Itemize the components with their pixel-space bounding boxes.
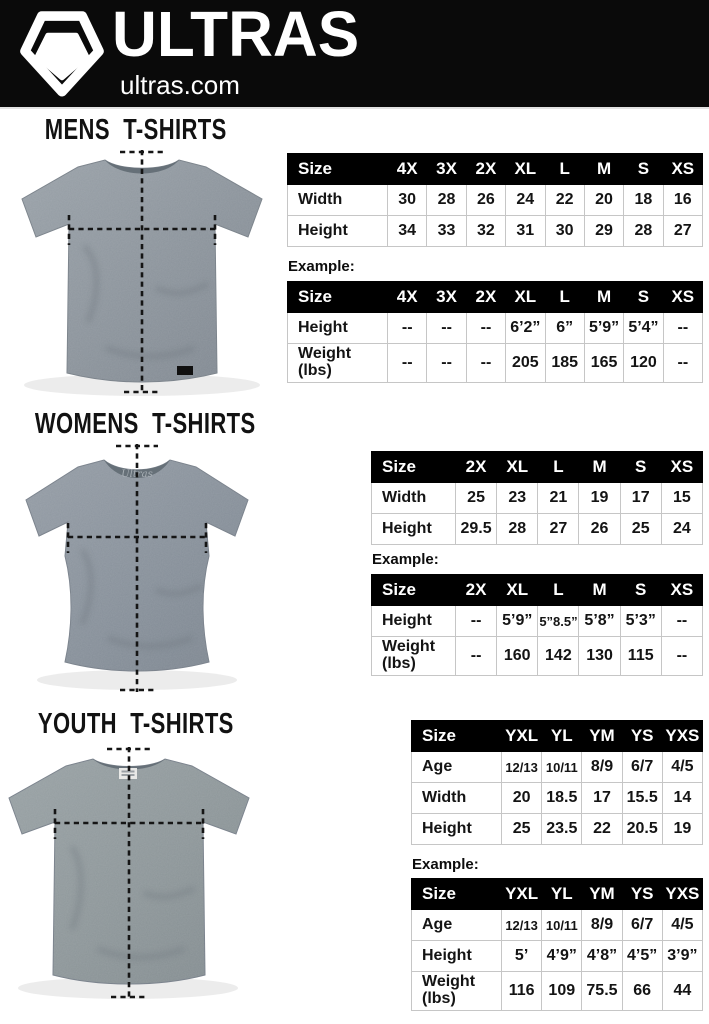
value-cell: 26 bbox=[466, 185, 505, 216]
column-header: 4X bbox=[388, 282, 427, 313]
womens-section-title: WOMENS T-SHIRTS bbox=[34, 408, 256, 440]
size-chart-table bbox=[371, 451, 703, 545]
value-cell: 12/13 bbox=[502, 910, 542, 941]
row-label: Weight (lbs) bbox=[412, 972, 502, 1011]
row-label: Weight (lbs) bbox=[372, 637, 456, 676]
value-cell: 4’5” bbox=[622, 941, 662, 972]
womens-tshirt-image bbox=[16, 440, 258, 702]
column-header: L bbox=[538, 452, 579, 483]
value-cell: -- bbox=[466, 313, 505, 344]
value-cell: 165 bbox=[584, 344, 623, 383]
value-cell: 6/7 bbox=[622, 910, 662, 941]
value-cell: 34 bbox=[388, 216, 427, 247]
value-cell: 26 bbox=[579, 514, 620, 545]
size-chart-table bbox=[411, 878, 703, 1011]
value-cell: 5’3” bbox=[620, 606, 661, 637]
value-cell: 116 bbox=[502, 972, 542, 1011]
mens-size-table bbox=[287, 153, 703, 247]
value-cell: 19 bbox=[579, 483, 620, 514]
column-header: XS bbox=[663, 282, 702, 313]
value-cell: 5’9” bbox=[497, 606, 538, 637]
value-cell: 15.5 bbox=[622, 783, 662, 814]
womens-size-table bbox=[371, 451, 703, 545]
column-header: Size bbox=[372, 452, 456, 483]
column-header: Size bbox=[412, 879, 502, 910]
column-header: YM bbox=[582, 721, 622, 752]
column-header: YL bbox=[542, 879, 582, 910]
site-url: ultras.com bbox=[120, 70, 240, 100]
value-cell: 30 bbox=[388, 185, 427, 216]
value-cell: 15 bbox=[661, 483, 702, 514]
mens-example-label: Example: bbox=[288, 258, 355, 275]
value-cell: 20.5 bbox=[622, 814, 662, 845]
womens-example-table bbox=[371, 574, 703, 676]
womens-example-label: Example: bbox=[372, 551, 439, 568]
value-cell: 32 bbox=[466, 216, 505, 247]
column-header: Size bbox=[288, 154, 388, 185]
row-label: Height bbox=[412, 814, 502, 845]
value-cell: -- bbox=[388, 344, 427, 383]
value-cell: 160 bbox=[497, 637, 538, 676]
column-header: Size bbox=[372, 575, 456, 606]
value-cell: 18.5 bbox=[542, 783, 582, 814]
value-cell: 4/5 bbox=[662, 752, 702, 783]
column-header: 2X bbox=[456, 575, 497, 606]
row-label: Height bbox=[372, 606, 456, 637]
row-label: Height bbox=[288, 313, 388, 344]
youth-tshirt-image bbox=[2, 743, 254, 1009]
column-header: 2X bbox=[466, 282, 505, 313]
value-cell: 142 bbox=[538, 637, 579, 676]
value-cell: -- bbox=[466, 344, 505, 383]
column-header: L bbox=[545, 154, 584, 185]
value-cell: -- bbox=[456, 637, 497, 676]
value-cell: 3’9” bbox=[662, 941, 702, 972]
column-header: XS bbox=[661, 575, 702, 606]
value-cell: 10/11 bbox=[542, 752, 582, 783]
column-header: YXS bbox=[662, 879, 702, 910]
value-cell: 130 bbox=[579, 637, 620, 676]
column-header: 3X bbox=[427, 282, 466, 313]
column-header: YXL bbox=[502, 879, 542, 910]
row-label: Width bbox=[412, 783, 502, 814]
value-cell: 12/13 bbox=[502, 752, 542, 783]
value-cell: 66 bbox=[622, 972, 662, 1011]
column-header: XL bbox=[506, 154, 545, 185]
hem-tag bbox=[177, 366, 193, 375]
column-header: XS bbox=[663, 154, 702, 185]
value-cell: 5’8” bbox=[579, 606, 620, 637]
value-cell: 109 bbox=[542, 972, 582, 1011]
value-cell: 17 bbox=[582, 783, 622, 814]
value-cell: 44 bbox=[662, 972, 702, 1011]
size-chart-table bbox=[411, 720, 703, 845]
column-header: XL bbox=[497, 575, 538, 606]
value-cell: 33 bbox=[427, 216, 466, 247]
row-label: Height bbox=[288, 216, 388, 247]
column-header: S bbox=[620, 575, 661, 606]
column-header: L bbox=[538, 575, 579, 606]
value-cell: 25 bbox=[456, 483, 497, 514]
size-chart-table bbox=[287, 153, 703, 247]
row-label: Height bbox=[412, 941, 502, 972]
value-cell: 28 bbox=[427, 185, 466, 216]
value-cell: 24 bbox=[661, 514, 702, 545]
value-cell: 27 bbox=[538, 514, 579, 545]
value-cell: 22 bbox=[582, 814, 622, 845]
value-cell: 19 bbox=[662, 814, 702, 845]
value-cell: 23 bbox=[497, 483, 538, 514]
value-cell: 25 bbox=[502, 814, 542, 845]
value-cell: 6/7 bbox=[622, 752, 662, 783]
column-header: YXS bbox=[662, 721, 702, 752]
value-cell: -- bbox=[661, 606, 702, 637]
size-chart-table bbox=[371, 574, 703, 676]
value-cell: 5’ bbox=[502, 941, 542, 972]
column-header: YM bbox=[582, 879, 622, 910]
value-cell: 28 bbox=[624, 216, 663, 247]
column-header: 2X bbox=[466, 154, 505, 185]
value-cell: -- bbox=[388, 313, 427, 344]
value-cell: 28 bbox=[497, 514, 538, 545]
mens-tshirt-image bbox=[6, 146, 274, 404]
value-cell: 14 bbox=[662, 783, 702, 814]
value-cell: 75.5 bbox=[582, 972, 622, 1011]
row-label: Age bbox=[412, 910, 502, 941]
column-header: 3X bbox=[427, 154, 466, 185]
value-cell: 8/9 bbox=[582, 752, 622, 783]
pentagon-badge-icon bbox=[18, 4, 106, 102]
column-header: XL bbox=[506, 282, 545, 313]
value-cell: 23.5 bbox=[542, 814, 582, 845]
value-cell: 22 bbox=[545, 185, 584, 216]
brand-wordmark: ULTRAS bbox=[112, 0, 360, 70]
column-header: Size bbox=[288, 282, 388, 313]
value-cell: 6” bbox=[545, 313, 584, 344]
column-header: XS bbox=[661, 452, 702, 483]
value-cell: 20 bbox=[502, 783, 542, 814]
column-header: S bbox=[624, 154, 663, 185]
value-cell: 115 bbox=[620, 637, 661, 676]
value-cell: 4/5 bbox=[662, 910, 702, 941]
column-header: L bbox=[545, 282, 584, 313]
youth-size-table bbox=[411, 720, 703, 845]
mens-section-title: MENS T-SHIRTS bbox=[45, 114, 227, 146]
column-header: YS bbox=[622, 721, 662, 752]
value-cell: 6’2” bbox=[506, 313, 545, 344]
value-cell: 31 bbox=[506, 216, 545, 247]
value-cell: -- bbox=[456, 606, 497, 637]
row-label: Height bbox=[372, 514, 456, 545]
value-cell: 30 bbox=[545, 216, 584, 247]
mens-example-table bbox=[287, 281, 703, 383]
youth-example-label: Example: bbox=[412, 856, 479, 873]
value-cell: 27 bbox=[663, 216, 702, 247]
column-header: M bbox=[579, 452, 620, 483]
size-chart-table bbox=[287, 281, 703, 383]
value-cell: -- bbox=[663, 313, 702, 344]
value-cell: 29 bbox=[584, 216, 623, 247]
value-cell: 205 bbox=[506, 344, 545, 383]
column-header: YXL bbox=[502, 721, 542, 752]
value-cell: 18 bbox=[624, 185, 663, 216]
column-header: Size bbox=[412, 721, 502, 752]
column-header: YS bbox=[622, 879, 662, 910]
row-label: Width bbox=[372, 483, 456, 514]
value-cell: 5’4” bbox=[624, 313, 663, 344]
column-header: 2X bbox=[456, 452, 497, 483]
column-header: XL bbox=[497, 452, 538, 483]
value-cell: 25 bbox=[620, 514, 661, 545]
value-cell: 4’9” bbox=[542, 941, 582, 972]
column-header: M bbox=[584, 154, 623, 185]
value-cell: 5’9” bbox=[584, 313, 623, 344]
value-cell: 17 bbox=[620, 483, 661, 514]
value-cell: 20 bbox=[584, 185, 623, 216]
value-cell: 185 bbox=[545, 344, 584, 383]
value-cell: 16 bbox=[663, 185, 702, 216]
column-header: M bbox=[584, 282, 623, 313]
column-header: M bbox=[579, 575, 620, 606]
row-label: Weight (lbs) bbox=[288, 344, 388, 383]
column-header: 4X bbox=[388, 154, 427, 185]
row-label: Age bbox=[412, 752, 502, 783]
value-cell: 8/9 bbox=[582, 910, 622, 941]
header-bar bbox=[0, 0, 709, 109]
youth-section-title: YOUTH T-SHIRTS bbox=[38, 708, 234, 740]
youth-example-table bbox=[411, 878, 703, 1011]
value-cell: -- bbox=[427, 344, 466, 383]
value-cell: 5”8.5” bbox=[538, 606, 579, 637]
column-header: S bbox=[620, 452, 661, 483]
value-cell: 10/11 bbox=[542, 910, 582, 941]
collar-script-label: Ultras bbox=[121, 469, 153, 480]
column-header: YL bbox=[542, 721, 582, 752]
value-cell: -- bbox=[661, 637, 702, 676]
value-cell: 4’8” bbox=[582, 941, 622, 972]
value-cell: 24 bbox=[506, 185, 545, 216]
value-cell: -- bbox=[427, 313, 466, 344]
value-cell: 29.5 bbox=[456, 514, 497, 545]
column-header: S bbox=[624, 282, 663, 313]
row-label: Width bbox=[288, 185, 388, 216]
value-cell: 120 bbox=[624, 344, 663, 383]
value-cell: -- bbox=[663, 344, 702, 383]
value-cell: 21 bbox=[538, 483, 579, 514]
